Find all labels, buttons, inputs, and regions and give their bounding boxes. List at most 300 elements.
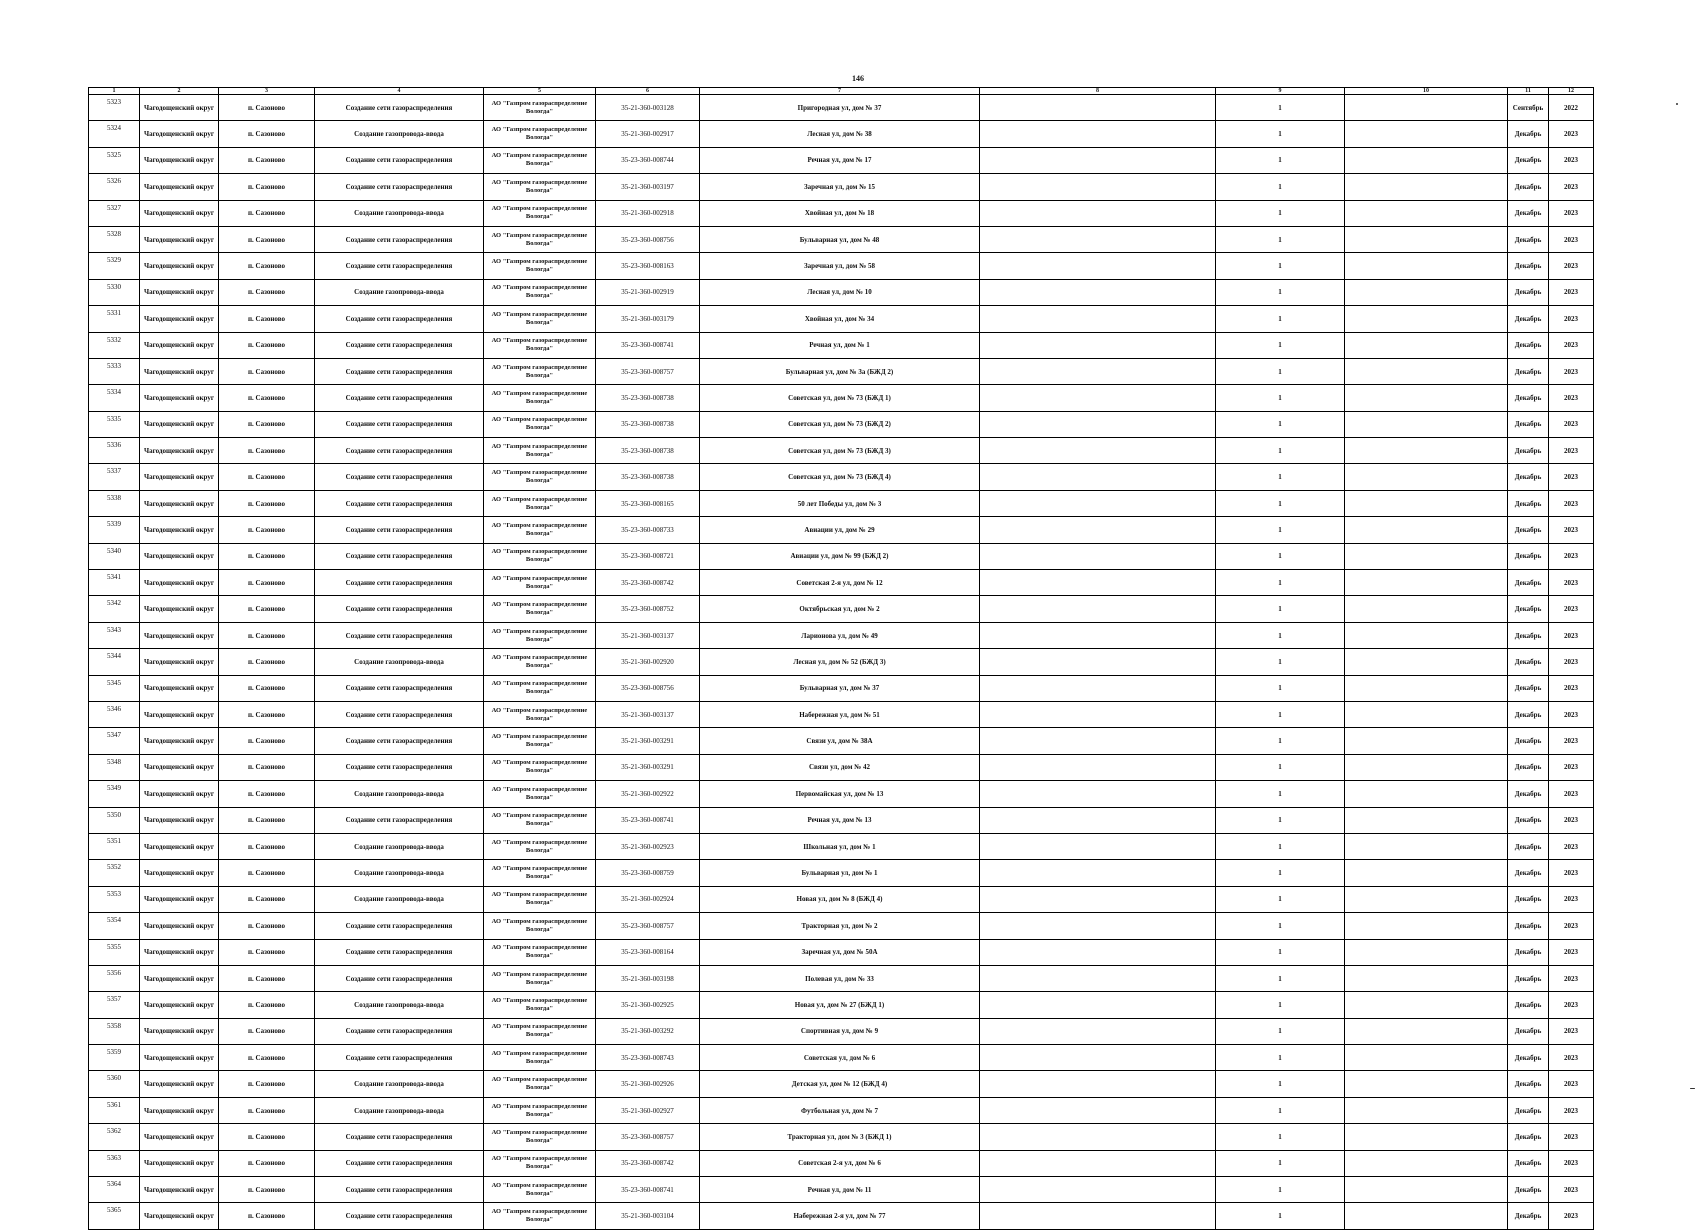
row-number: 5363 bbox=[89, 1150, 140, 1176]
empty-cell bbox=[980, 781, 1216, 807]
organization-cell: АО "Газпром газораспределение Вологда" bbox=[484, 649, 596, 675]
row-number: 5338 bbox=[89, 490, 140, 516]
district-cell: Чагодощенский округ bbox=[140, 95, 219, 121]
empty-cell bbox=[980, 833, 1216, 859]
work-type-cell: Создание сети газораспределения bbox=[315, 174, 484, 200]
empty-cell bbox=[1345, 913, 1508, 939]
settlement-cell: п. Сазоново bbox=[219, 385, 315, 411]
year-cell: 2023 bbox=[1549, 464, 1594, 490]
empty-cell bbox=[1345, 1177, 1508, 1203]
district-cell: Чагодощенский округ bbox=[140, 570, 219, 596]
month-cell: Декабрь bbox=[1508, 728, 1549, 754]
settlement-cell: п. Сазоново bbox=[219, 226, 315, 252]
object-code-cell: 35-21-360-002923 bbox=[596, 833, 700, 859]
organization-cell: АО "Газпром газораспределение Вологда" bbox=[484, 1097, 596, 1123]
year-cell: 2023 bbox=[1549, 279, 1594, 305]
address-cell: Советская ул, дом № 6 bbox=[700, 1045, 980, 1071]
table-row bbox=[89, 675, 1594, 701]
row-number: 5349 bbox=[89, 781, 140, 807]
table-row bbox=[89, 1071, 1594, 1097]
quantity-cell: 1 bbox=[1216, 306, 1345, 332]
settlement-cell: п. Сазоново bbox=[219, 675, 315, 701]
year-cell: 2023 bbox=[1549, 701, 1594, 727]
work-type-cell: Создание сети газораспределения bbox=[315, 543, 484, 569]
work-type-cell: Создание сети газораспределения bbox=[315, 622, 484, 648]
object-code-cell: 35-23-360-008742 bbox=[596, 570, 700, 596]
year-cell: 2023 bbox=[1549, 253, 1594, 279]
quantity-cell: 1 bbox=[1216, 701, 1345, 727]
month-cell: Декабрь bbox=[1508, 306, 1549, 332]
row-number: 5342 bbox=[89, 596, 140, 622]
row-number: 5326 bbox=[89, 174, 140, 200]
table-row bbox=[89, 913, 1594, 939]
object-code-cell: 35-21-360-002927 bbox=[596, 1097, 700, 1123]
object-code-cell: 35-21-360-002924 bbox=[596, 886, 700, 912]
object-code-cell: 35-23-360-008738 bbox=[596, 438, 700, 464]
quantity-cell: 1 bbox=[1216, 1018, 1345, 1044]
district-cell: Чагодощенский округ bbox=[140, 596, 219, 622]
settlement-cell: п. Сазоново bbox=[219, 807, 315, 833]
row-number: 5336 bbox=[89, 438, 140, 464]
quantity-cell: 1 bbox=[1216, 649, 1345, 675]
settlement-cell: п. Сазоново bbox=[219, 279, 315, 305]
empty-cell bbox=[980, 358, 1216, 384]
settlement-cell: п. Сазоново bbox=[219, 570, 315, 596]
organization-cell: АО "Газпром газораспределение Вологда" bbox=[484, 411, 596, 437]
quantity-cell: 1 bbox=[1216, 200, 1345, 226]
empty-cell bbox=[980, 411, 1216, 437]
month-cell: Декабрь bbox=[1508, 543, 1549, 569]
address-cell: Тракторная ул, дом № 3 (БЖД 1) bbox=[700, 1124, 980, 1150]
district-cell: Чагодощенский округ bbox=[140, 754, 219, 780]
settlement-cell: п. Сазоново bbox=[219, 1018, 315, 1044]
object-code-cell: 35-21-360-003137 bbox=[596, 622, 700, 648]
year-cell: 2023 bbox=[1549, 332, 1594, 358]
row-number: 5339 bbox=[89, 517, 140, 543]
year-cell: 2023 bbox=[1549, 860, 1594, 886]
empty-cell bbox=[980, 253, 1216, 279]
address-cell: Связи ул, дом № 42 bbox=[700, 754, 980, 780]
year-cell: 2023 bbox=[1549, 411, 1594, 437]
address-cell: Советская ул, дом № 73 (БЖД 2) bbox=[700, 411, 980, 437]
district-cell: Чагодощенский округ bbox=[140, 728, 219, 754]
work-type-cell: Создание сети газораспределения bbox=[315, 675, 484, 701]
month-cell: Декабрь bbox=[1508, 701, 1549, 727]
quantity-cell: 1 bbox=[1216, 385, 1345, 411]
table-row bbox=[89, 570, 1594, 596]
empty-cell bbox=[980, 332, 1216, 358]
work-type-cell: Создание сети газораспределения bbox=[315, 570, 484, 596]
empty-cell bbox=[1345, 490, 1508, 516]
column-number: 6 bbox=[596, 88, 700, 95]
empty-cell bbox=[1345, 781, 1508, 807]
empty-cell bbox=[1345, 95, 1508, 121]
empty-cell bbox=[980, 701, 1216, 727]
empty-cell bbox=[1345, 833, 1508, 859]
organization-cell: АО "Газпром газораспределение Вологда" bbox=[484, 1124, 596, 1150]
district-cell: Чагодощенский округ bbox=[140, 174, 219, 200]
object-code-cell: 35-23-360-008738 bbox=[596, 385, 700, 411]
settlement-cell: п. Сазоново bbox=[219, 200, 315, 226]
address-cell: Авиации ул, дом № 99 (БЖД 2) bbox=[700, 543, 980, 569]
settlement-cell: п. Сазоново bbox=[219, 1177, 315, 1203]
year-cell: 2023 bbox=[1549, 833, 1594, 859]
district-cell: Чагодощенский округ bbox=[140, 332, 219, 358]
quantity-cell: 1 bbox=[1216, 622, 1345, 648]
district-cell: Чагодощенский округ bbox=[140, 279, 219, 305]
month-cell: Сентябрь bbox=[1508, 95, 1549, 121]
district-cell: Чагодощенский округ bbox=[140, 147, 219, 173]
object-code-cell: 35-23-360-008741 bbox=[596, 1177, 700, 1203]
empty-cell bbox=[1345, 1150, 1508, 1176]
table-row bbox=[89, 833, 1594, 859]
organization-cell: АО "Газпром газораспределение Вологда" bbox=[484, 965, 596, 991]
month-cell: Декабрь bbox=[1508, 411, 1549, 437]
table-row bbox=[89, 464, 1594, 490]
object-code-cell: 35-21-360-002917 bbox=[596, 121, 700, 147]
year-cell: 2023 bbox=[1549, 1203, 1594, 1229]
settlement-cell: п. Сазоново bbox=[219, 701, 315, 727]
table-row bbox=[89, 701, 1594, 727]
empty-cell bbox=[1345, 306, 1508, 332]
settlement-cell: п. Сазоново bbox=[219, 939, 315, 965]
address-cell: Бульварная ул, дом № 1 bbox=[700, 860, 980, 886]
address-cell: Бульварная ул, дом № 48 bbox=[700, 226, 980, 252]
column-number: 5 bbox=[484, 88, 596, 95]
work-type-cell: Создание газопровода-ввода bbox=[315, 1071, 484, 1097]
work-type-cell: Создание сети газораспределения bbox=[315, 754, 484, 780]
work-type-cell: Создание сети газораспределения bbox=[315, 1124, 484, 1150]
table-row bbox=[89, 939, 1594, 965]
quantity-cell: 1 bbox=[1216, 833, 1345, 859]
month-cell: Декабрь bbox=[1508, 490, 1549, 516]
address-cell: Речная ул, дом № 11 bbox=[700, 1177, 980, 1203]
table-row bbox=[89, 596, 1594, 622]
month-cell: Декабрь bbox=[1508, 1097, 1549, 1123]
organization-cell: АО "Газпром газораспределение Вологда" bbox=[484, 701, 596, 727]
work-type-cell: Создание газопровода-ввода bbox=[315, 1097, 484, 1123]
address-cell: Лесная ул, дом № 10 bbox=[700, 279, 980, 305]
year-cell: 2023 bbox=[1549, 147, 1594, 173]
year-cell: 2023 bbox=[1549, 306, 1594, 332]
table-row bbox=[89, 754, 1594, 780]
empty-cell bbox=[1345, 200, 1508, 226]
month-cell: Декабрь bbox=[1508, 622, 1549, 648]
column-number: 12 bbox=[1549, 88, 1594, 95]
work-type-cell: Создание газопровода-ввода bbox=[315, 200, 484, 226]
row-number: 5354 bbox=[89, 913, 140, 939]
empty-cell bbox=[1345, 1071, 1508, 1097]
empty-cell bbox=[1345, 147, 1508, 173]
quantity-cell: 1 bbox=[1216, 121, 1345, 147]
empty-cell bbox=[980, 886, 1216, 912]
organization-cell: АО "Газпром газораспределение Вологда" bbox=[484, 332, 596, 358]
object-code-cell: 35-21-360-002922 bbox=[596, 781, 700, 807]
object-code-cell: 35-21-360-003104 bbox=[596, 1203, 700, 1229]
district-cell: Чагодощенский округ bbox=[140, 438, 219, 464]
table-row bbox=[89, 860, 1594, 886]
empty-cell bbox=[1345, 965, 1508, 991]
empty-cell bbox=[980, 517, 1216, 543]
quantity-cell: 1 bbox=[1216, 1150, 1345, 1176]
address-cell: Заречная ул, дом № 50А bbox=[700, 939, 980, 965]
year-cell: 2023 bbox=[1549, 1018, 1594, 1044]
district-cell: Чагодощенский округ bbox=[140, 253, 219, 279]
organization-cell: АО "Газпром газораспределение Вологда" bbox=[484, 992, 596, 1018]
organization-cell: АО "Газпром газораспределение Вологда" bbox=[484, 226, 596, 252]
object-code-cell: 35-21-360-002920 bbox=[596, 649, 700, 675]
month-cell: Декабрь bbox=[1508, 754, 1549, 780]
empty-cell bbox=[980, 728, 1216, 754]
work-type-cell: Создание сети газораспределения bbox=[315, 332, 484, 358]
empty-cell bbox=[1345, 992, 1508, 1018]
empty-cell bbox=[980, 675, 1216, 701]
work-type-cell: Создание сети газораспределения bbox=[315, 385, 484, 411]
empty-cell bbox=[980, 95, 1216, 121]
empty-cell bbox=[980, 965, 1216, 991]
empty-cell bbox=[1345, 332, 1508, 358]
empty-cell bbox=[980, 570, 1216, 596]
work-type-cell: Создание сети газораспределения bbox=[315, 1203, 484, 1229]
object-code-cell: 35-23-360-008163 bbox=[596, 253, 700, 279]
work-type-cell: Создание газопровода-ввода bbox=[315, 886, 484, 912]
month-cell: Декабрь bbox=[1508, 147, 1549, 173]
address-cell: Набережная ул, дом № 51 bbox=[700, 701, 980, 727]
empty-cell bbox=[1345, 939, 1508, 965]
year-cell: 2022 bbox=[1549, 95, 1594, 121]
district-cell: Чагодощенский округ bbox=[140, 543, 219, 569]
address-cell: Авиации ул, дом № 29 bbox=[700, 517, 980, 543]
row-number: 5364 bbox=[89, 1177, 140, 1203]
address-cell: Советская ул, дом № 73 (БЖД 1) bbox=[700, 385, 980, 411]
address-cell: Первомайская ул, дом № 13 bbox=[700, 781, 980, 807]
quantity-cell: 1 bbox=[1216, 965, 1345, 991]
month-cell: Декабрь bbox=[1508, 385, 1549, 411]
table-row bbox=[89, 1018, 1594, 1044]
row-number: 5360 bbox=[89, 1071, 140, 1097]
work-type-cell: Создание сети газораспределения bbox=[315, 226, 484, 252]
row-number: 5348 bbox=[89, 754, 140, 780]
quantity-cell: 1 bbox=[1216, 543, 1345, 569]
settlement-cell: п. Сазоново bbox=[219, 95, 315, 121]
column-number-row bbox=[89, 88, 1594, 95]
quantity-cell: 1 bbox=[1216, 807, 1345, 833]
empty-cell bbox=[980, 226, 1216, 252]
empty-cell bbox=[980, 1097, 1216, 1123]
organization-cell: АО "Газпром газораспределение Вологда" bbox=[484, 306, 596, 332]
settlement-cell: п. Сазоново bbox=[219, 543, 315, 569]
quantity-cell: 1 bbox=[1216, 781, 1345, 807]
district-cell: Чагодощенский округ bbox=[140, 1045, 219, 1071]
address-cell: Набережная 2-я ул, дом № 77 bbox=[700, 1203, 980, 1229]
table-row bbox=[89, 1150, 1594, 1176]
column-number: 1 bbox=[89, 88, 140, 95]
organization-cell: АО "Газпром газораспределение Вологда" bbox=[484, 886, 596, 912]
district-cell: Чагодощенский округ bbox=[140, 701, 219, 727]
row-number: 5328 bbox=[89, 226, 140, 252]
empty-cell bbox=[1345, 675, 1508, 701]
year-cell: 2023 bbox=[1549, 649, 1594, 675]
empty-cell bbox=[980, 992, 1216, 1018]
empty-cell bbox=[1345, 886, 1508, 912]
row-number: 5331 bbox=[89, 306, 140, 332]
month-cell: Декабрь bbox=[1508, 860, 1549, 886]
district-cell: Чагодощенский округ bbox=[140, 622, 219, 648]
object-code-cell: 35-21-360-002925 bbox=[596, 992, 700, 1018]
district-cell: Чагодощенский округ bbox=[140, 464, 219, 490]
empty-cell bbox=[1345, 358, 1508, 384]
quantity-cell: 1 bbox=[1216, 886, 1345, 912]
quantity-cell: 1 bbox=[1216, 358, 1345, 384]
work-type-cell: Создание газопровода-ввода bbox=[315, 860, 484, 886]
month-cell: Декабрь bbox=[1508, 358, 1549, 384]
work-type-cell: Создание сети газораспределения bbox=[315, 596, 484, 622]
address-cell: Речная ул, дом № 13 bbox=[700, 807, 980, 833]
empty-cell bbox=[980, 754, 1216, 780]
settlement-cell: п. Сазоново bbox=[219, 728, 315, 754]
row-number: 5333 bbox=[89, 358, 140, 384]
settlement-cell: п. Сазоново bbox=[219, 490, 315, 516]
object-code-cell: 35-23-360-008757 bbox=[596, 1124, 700, 1150]
table-row bbox=[89, 226, 1594, 252]
address-cell: Октябрьская ул, дом № 2 bbox=[700, 596, 980, 622]
month-cell: Декабрь bbox=[1508, 332, 1549, 358]
column-number: 7 bbox=[700, 88, 980, 95]
settlement-cell: п. Сазоново bbox=[219, 754, 315, 780]
organization-cell: АО "Газпром газораспределение Вологда" bbox=[484, 728, 596, 754]
row-number: 5337 bbox=[89, 464, 140, 490]
address-cell: Хвойная ул, дом № 18 bbox=[700, 200, 980, 226]
district-cell: Чагодощенский округ bbox=[140, 1097, 219, 1123]
settlement-cell: п. Сазоново bbox=[219, 860, 315, 886]
year-cell: 2023 bbox=[1549, 438, 1594, 464]
district-cell: Чагодощенский округ bbox=[140, 1177, 219, 1203]
work-type-cell: Создание газопровода-ввода bbox=[315, 781, 484, 807]
quantity-cell: 1 bbox=[1216, 860, 1345, 886]
organization-cell: АО "Газпром газораспределение Вологда" bbox=[484, 596, 596, 622]
settlement-cell: п. Сазоново bbox=[219, 147, 315, 173]
organization-cell: АО "Газпром газораспределение Вологда" bbox=[484, 1177, 596, 1203]
year-cell: 2023 bbox=[1549, 992, 1594, 1018]
row-number: 5347 bbox=[89, 728, 140, 754]
row-number: 5330 bbox=[89, 279, 140, 305]
year-cell: 2023 bbox=[1549, 490, 1594, 516]
table-row bbox=[89, 438, 1594, 464]
address-cell: Детская ул, дом № 12 (БЖД 4) bbox=[700, 1071, 980, 1097]
empty-cell bbox=[1345, 1018, 1508, 1044]
address-cell: Связи ул, дом № 38А bbox=[700, 728, 980, 754]
address-cell: Заречная ул, дом № 58 bbox=[700, 253, 980, 279]
year-cell: 2023 bbox=[1549, 728, 1594, 754]
column-number: 10 bbox=[1345, 88, 1508, 95]
month-cell: Декабрь bbox=[1508, 1150, 1549, 1176]
month-cell: Декабрь bbox=[1508, 992, 1549, 1018]
district-cell: Чагодощенский округ bbox=[140, 200, 219, 226]
empty-cell bbox=[980, 913, 1216, 939]
district-cell: Чагодощенский округ bbox=[140, 306, 219, 332]
object-code-cell: 35-23-360-008759 bbox=[596, 860, 700, 886]
settlement-cell: п. Сазоново bbox=[219, 464, 315, 490]
column-number: 4 bbox=[315, 88, 484, 95]
organization-cell: АО "Газпром газораспределение Вологда" bbox=[484, 807, 596, 833]
scan-speck bbox=[1690, 1088, 1695, 1089]
district-cell: Чагодощенский округ bbox=[140, 1124, 219, 1150]
work-type-cell: Создание сети газораспределения bbox=[315, 1045, 484, 1071]
empty-cell bbox=[980, 1124, 1216, 1150]
object-code-cell: 35-21-360-003137 bbox=[596, 701, 700, 727]
organization-cell: АО "Газпром газораспределение Вологда" bbox=[484, 754, 596, 780]
organization-cell: АО "Газпром газораспределение Вологда" bbox=[484, 174, 596, 200]
year-cell: 2023 bbox=[1549, 1071, 1594, 1097]
table-row bbox=[89, 1177, 1594, 1203]
year-cell: 2023 bbox=[1549, 543, 1594, 569]
quantity-cell: 1 bbox=[1216, 675, 1345, 701]
empty-cell bbox=[980, 1071, 1216, 1097]
object-code-cell: 35-23-360-008733 bbox=[596, 517, 700, 543]
organization-cell: АО "Газпром газораспределение Вологда" bbox=[484, 200, 596, 226]
settlement-cell: п. Сазоново bbox=[219, 121, 315, 147]
district-cell: Чагодощенский округ bbox=[140, 965, 219, 991]
table-row bbox=[89, 358, 1594, 384]
settlement-cell: п. Сазоново bbox=[219, 174, 315, 200]
district-cell: Чагодощенский округ bbox=[140, 675, 219, 701]
month-cell: Декабрь bbox=[1508, 596, 1549, 622]
address-cell: Бульварная ул, дом № 3а (БЖД 2) bbox=[700, 358, 980, 384]
table-body bbox=[89, 88, 1594, 1230]
organization-cell: АО "Газпром газораспределение Вологда" bbox=[484, 438, 596, 464]
district-cell: Чагодощенский округ bbox=[140, 781, 219, 807]
settlement-cell: п. Сазоново bbox=[219, 622, 315, 648]
month-cell: Декабрь bbox=[1508, 781, 1549, 807]
object-code-cell: 35-23-360-008756 bbox=[596, 226, 700, 252]
organization-cell: АО "Газпром газораспределение Вологда" bbox=[484, 833, 596, 859]
empty-cell bbox=[1345, 464, 1508, 490]
work-type-cell: Создание сети газораспределения bbox=[315, 438, 484, 464]
month-cell: Декабрь bbox=[1508, 1203, 1549, 1229]
empty-cell bbox=[1345, 226, 1508, 252]
month-cell: Декабрь bbox=[1508, 807, 1549, 833]
district-cell: Чагодощенский округ bbox=[140, 992, 219, 1018]
organization-cell: АО "Газпром газораспределение Вологда" bbox=[484, 570, 596, 596]
object-code-cell: 35-21-360-002919 bbox=[596, 279, 700, 305]
table-row bbox=[89, 728, 1594, 754]
column-number: 8 bbox=[980, 88, 1216, 95]
table-row bbox=[89, 121, 1594, 147]
column-number: 9 bbox=[1216, 88, 1345, 95]
object-code-cell: 35-23-360-008721 bbox=[596, 543, 700, 569]
address-cell: Спортивная ул, дом № 9 bbox=[700, 1018, 980, 1044]
month-cell: Декабрь bbox=[1508, 279, 1549, 305]
year-cell: 2023 bbox=[1549, 226, 1594, 252]
quantity-cell: 1 bbox=[1216, 438, 1345, 464]
organization-cell: АО "Газпром газораспределение Вологда" bbox=[484, 253, 596, 279]
district-cell: Чагодощенский округ bbox=[140, 913, 219, 939]
work-type-cell: Создание сети газораспределения bbox=[315, 1018, 484, 1044]
organization-cell: АО "Газпром газораспределение Вологда" bbox=[484, 464, 596, 490]
quantity-cell: 1 bbox=[1216, 1097, 1345, 1123]
district-cell: Чагодощенский округ bbox=[140, 1203, 219, 1229]
organization-cell: АО "Газпром газораспределение Вологда" bbox=[484, 622, 596, 648]
work-type-cell: Создание сети газораспределения bbox=[315, 464, 484, 490]
row-number: 5350 bbox=[89, 807, 140, 833]
row-number: 5334 bbox=[89, 385, 140, 411]
table-row bbox=[89, 490, 1594, 516]
settlement-cell: п. Сазоново bbox=[219, 1203, 315, 1229]
district-cell: Чагодощенский округ bbox=[140, 121, 219, 147]
settlement-cell: п. Сазоново bbox=[219, 411, 315, 437]
row-number: 5335 bbox=[89, 411, 140, 437]
month-cell: Декабрь bbox=[1508, 1177, 1549, 1203]
